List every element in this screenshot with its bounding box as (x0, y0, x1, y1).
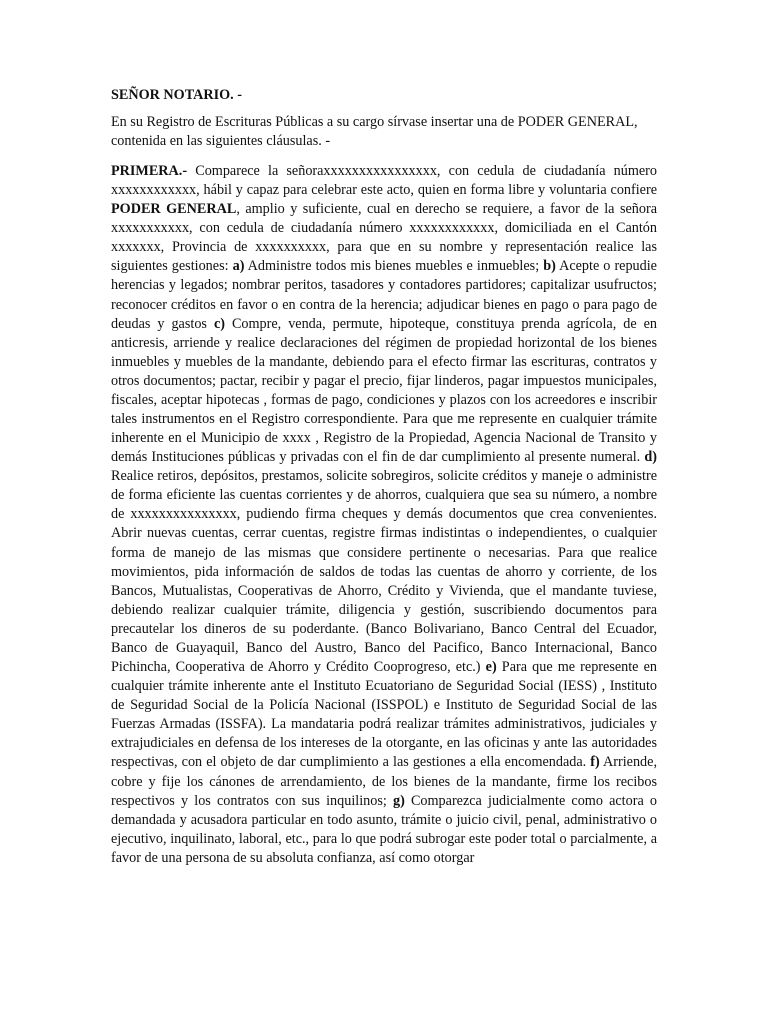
clause-label: PRIMERA.- (111, 163, 188, 179)
item-text-g: Comparezca judicialmente como actora o demandada y acusadora particular en todo asunto, trámite o juicio civil, penal, administrativo o ejecutivo, inquilinato, laboral, etc., para lo que podrá subrogar este poder total o parcialmente, a favor de una persona de su absoluta confianza, así como otorgar (111, 792, 657, 866)
clause-text-2: , amplio y suficiente, cual en derecho se requiere, a favor de la señora xxxxxxxxxxx, con cedula de ciudadanía número xxxxxxxxxxxx, domiciliada en el Cantón xxxxxxx, Provincia de xxxxxxxxxx, para que en su nombre y representación realice las siguientes gestiones: (111, 201, 657, 275)
item-text-a: Administre todos mis bienes muebles e inmuebles; (244, 258, 544, 275)
item-marker-e: e) (485, 659, 497, 676)
item-text-d: Realice retiros, depósitos, prestamos, solicite sobregiros, solicite créditos y maneje o administre de forma eficiente las cuentas corrientes y de ahorros, cualquiera que sea su número, a nombre de xxxxxxxxxxxxxxx, pudiendo firma cheques y demás documentos que crea convenientes. Abrir nuevas cuentas, cerrar cuentas, registre firmas indistintas o independientes, o cualquier forma de manejo de las mismas que considere pertinente o necesarias. Para que realice movimientos, pida información de saldos de todas las cuentas de ahorro y corriente, de los Bancos, Mutualistas, Cooperativas de Ahorro, Crédito y Vivienda, que el mandante tuviese, debiendo realizar cualquier trámite, diligencia y gestión, suscribiendo documentos para precautelar los dineros de su poderdante. (Banco Bolivariano, Banco Central del Ecuador, Banco de Guayaquil, Banco del Austro, Banco del Pacifico, Banco Internacional, Banco Pichincha, Cooperativa de Ahorro y Crédito Cooprogreso, etc.) (111, 468, 657, 676)
poder-general-term: PODER GENERAL (111, 201, 237, 218)
item-marker-b: b) (543, 258, 556, 275)
item-text-e: Para que me represente en cualquier trámite inherente ante el Instituto Ecuatoriano de Seguridad Social (IESS) , Instituto de Seguridad Social de la Policía Nacional (ISSPOL) e Instituto de Seguridad Social de las Fuerzas Armadas (ISSFA). La mandataria podrá realizar trámites administrativos, judiciales y extrajudiciales en defensa de los intereses de la otorgante, en las oficinas y ante las autoridades respectivas, con el objeto de dar cumplimiento a las gestiones a ella encomendada. (111, 659, 657, 771)
clause-text-1: Comparece la señoraxxxxxxxxxxxxxxxx, con cedula de ciudadanía número xxxxxxxxxxxx, hábil y capaz para celebrar este acto, quien en forma libre y voluntaria confiere (111, 163, 657, 199)
item-marker-a: a) (232, 258, 245, 275)
document-heading: SEÑOR NOTARIO. - (111, 87, 242, 103)
item-marker-d: d) (644, 449, 657, 466)
item-text-b: Acepte o repudie herencias y legados; nombrar peritos, tasadores y contadores partidores; capitalizar usufructos; reconocer créditos en favor o en contra de la herencia; adjudicar bienes en pago o para pago de deudas y gastos (111, 258, 657, 332)
intro-paragraph: En su Registro de Escrituras Públicas a su cargo sírvase insertar una de PODER GENERAL, contenida en las siguientes cláusulas. - (111, 114, 638, 149)
item-marker-c: c) (213, 315, 225, 332)
clause-primera (111, 162, 657, 868)
item-marker-f: f) (590, 754, 600, 771)
item-text-f: Arriende, cobre y fije los cánones de arrendamiento, de los bienes de la mandante, firme los recibos respectivos y los contratos con sus inquilinos; (111, 754, 657, 809)
item-marker-g: g) (392, 792, 405, 809)
item-text-c: Compre, venda, permute, hipoteque, constituya prenda agrícola, de en anticresis, arriende y realice declaraciones del régimen de propiedad horizontal de los bienes inmuebles y muebles de la mandante, debiendo para el efecto firmar las escrituras, contratos y otros documentos; pactar, recibir y pagar el precio, fijar linderos, pagar impuestos municipales, fiscales, aceptar hipotecas , formas de pago, condiciones y plazos con los acreedores e inscribir tales instrumentos en el Registro correspondiente. Para que me represente en cualquier trámite inherente en el Municipio de xxxx , Registro de la Propiedad, Agencia Nacional de Transito y demás Instituciones públicas y privadas con el fin de dar cumplimiento al presente numeral. (111, 315, 657, 466)
